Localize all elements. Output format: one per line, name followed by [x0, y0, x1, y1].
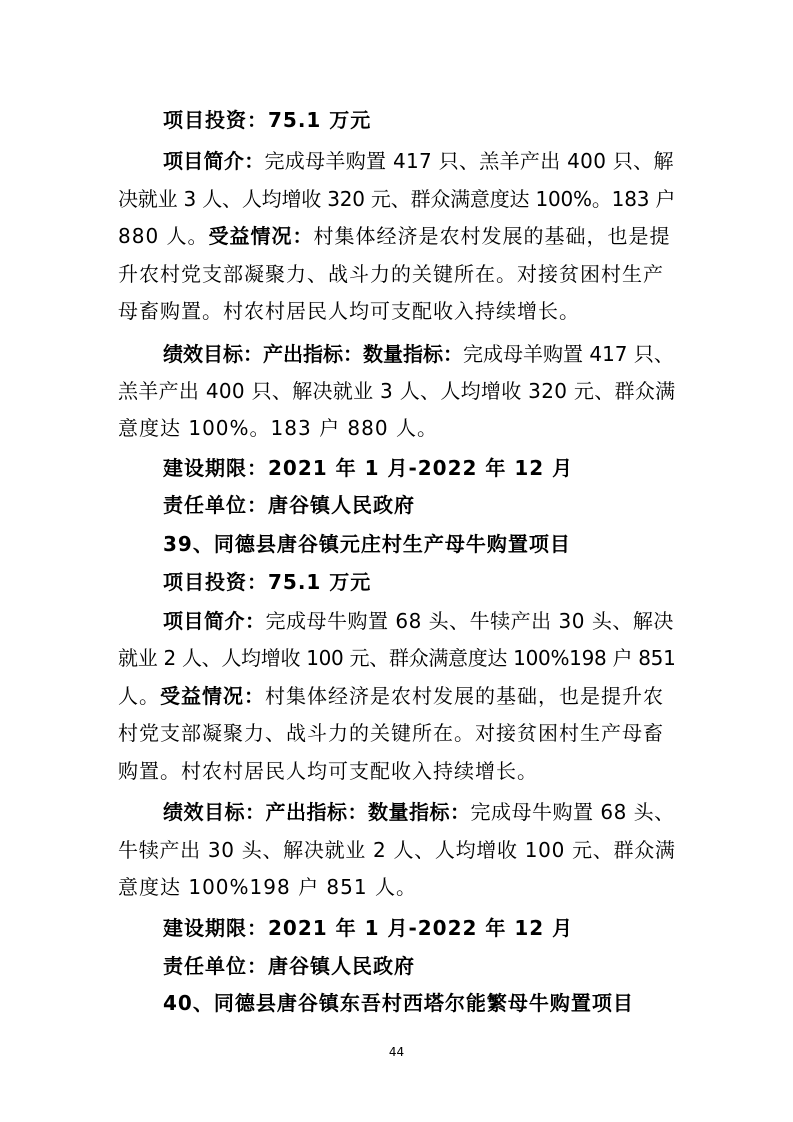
s38-intro-line-5 [118, 297, 580, 325]
s39-invest-label: 项目投资： [163, 570, 268, 594]
s38-intro-line-1 [163, 147, 674, 175]
s38-intro-line-4 [118, 260, 664, 288]
s38-intro-text-5: 母畜购置。村农村居民人均可支配收入持续增长。 [118, 299, 580, 323]
s39-intro-text-5: 购置。村农村居民人均可支配收入持续增长。 [118, 759, 538, 783]
s39-goal-line-2 [118, 836, 676, 864]
s38-goal-text-1: 完成母羊购置 417 只、 [463, 342, 674, 366]
s38-intro-text-1: 完成母羊购置 417 只、羔羊产出 400 只、解 [264, 149, 674, 173]
s38-benefit-label: 受益情况： [208, 224, 314, 248]
s39-intro-text-4: 村党支部凝聚力、战斗力的关键所在。对接贫困村生产母畜 [118, 721, 664, 745]
s38-invest-line [163, 106, 371, 134]
s39-goal-text-1: 完成母牛购置 68 头、 [470, 800, 675, 824]
page-number: 44 [388, 1045, 405, 1059]
s39-invest-value: 75.1 万元 [268, 570, 372, 594]
s40-title: 40、同德县唐谷镇东吾村西塔尔能繁母牛购置项目 [163, 991, 634, 1015]
s38-period: 建设期限：2021 年 1 月-2022 年 12 月 [163, 456, 574, 480]
s38-intro-line-2 [118, 185, 675, 213]
s38-goal-label: 绩效目标：产出指标：数量指标： [163, 342, 463, 366]
s38-intro-line-3 [118, 222, 671, 250]
s39-benefit-label: 受益情况： [160, 684, 265, 708]
s39-invest-line [163, 568, 371, 596]
s39-intro-line-3 [118, 682, 664, 710]
s39-intro-text-1: 完成母牛购置 68 头、牛犊产出 30 头、解决 [265, 609, 674, 633]
s39-intro-line-5 [118, 757, 538, 785]
s38-intro-label: 项目简介： [163, 149, 265, 173]
s39-goal-text-3: 意度达 100%198 户 851 人。 [118, 875, 417, 899]
s38-goal-line-3 [118, 414, 438, 442]
s38-intro-text-2: 决就业 3 人、人均增收 320 元、群众满意度达 100%。183 户 [118, 187, 676, 211]
s38-intro-text-3b: 村集体经济是农村发展的基础，也是提 [313, 224, 671, 248]
s38-goal-text-2: 羔羊产出 400 只、解决就业 3 人、人均增收 320 元、群众满 [118, 379, 676, 403]
s39-intro-line-2 [118, 644, 676, 672]
s39-intro-text-2: 就业 2 人、人均增收 100 元、群众满意度达 100%198 户 851 [118, 646, 676, 670]
s39-goal-label: 绩效目标：产出指标：数量指标： [163, 800, 471, 824]
s39-intro-line-1 [163, 607, 674, 635]
s38-intro-text-4: 升农村党支部凝聚力、战斗力的关键所在。对接贫困村生产 [118, 262, 664, 286]
s39-goal-line-1 [163, 798, 675, 826]
s38-goal-text-3: 意度达 100%。183 户 880 人。 [118, 416, 438, 440]
s39-intro-text-3b: 村集体经济是农村发展的基础，也是提升农 [265, 684, 664, 708]
s39-unit: 责任单位：唐谷镇人民政府 [163, 954, 415, 978]
s38-intro-text-3a: 880 人。 [118, 224, 209, 248]
s39-goal-text-2: 牛犊产出 30 头、解决就业 2 人、人均增收 100 元、群众满 [118, 838, 676, 862]
s39-intro-text-3a: 人。 [118, 684, 160, 708]
s38-invest-value: 75.1 万元 [268, 108, 372, 132]
s39-intro-line-4 [118, 719, 664, 747]
s39-goal-line-3 [118, 873, 417, 901]
s39-intro-label: 项目简介： [163, 609, 266, 633]
s38-unit: 责任单位：唐谷镇人民政府 [163, 493, 415, 517]
s38-goal-line-2 [118, 377, 675, 405]
s38-goal-line-1 [163, 340, 674, 368]
s39-title: 39、同德县唐谷镇元庄村生产母牛购置项目 [163, 532, 571, 556]
s38-invest-label: 项目投资： [163, 108, 268, 132]
s39-period: 建设期限：2021 年 1 月-2022 年 12 月 [163, 916, 574, 940]
